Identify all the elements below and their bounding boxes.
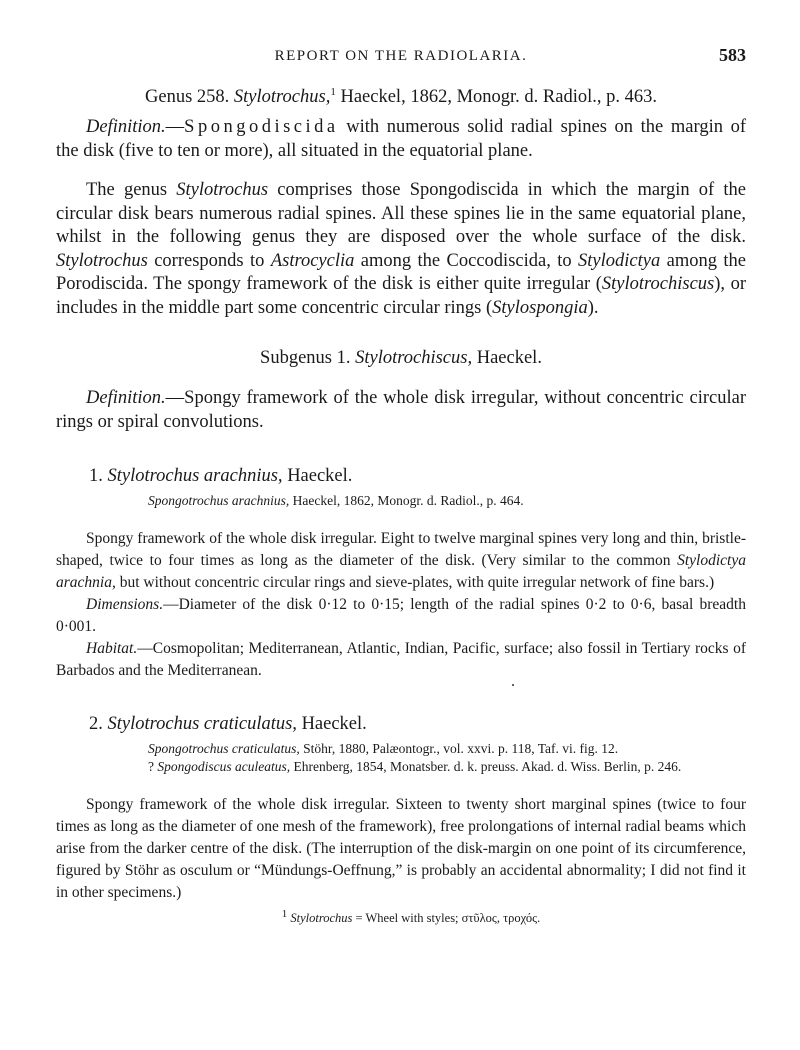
text-run: corresponds to <box>147 250 271 271</box>
italic-run: Stylodictya <box>578 250 661 271</box>
synonym-query: ? <box>148 759 158 775</box>
italic-run: Stylotrochus <box>176 180 269 201</box>
synonym-ref: Ehrenberg, 1854, Monatsber. d. k. preuss. Akad. d. Wiss. Berlin, p. 246. <box>290 759 682 775</box>
species-description-2: Spongy framework of the whole disk irregular. Sixteen to twenty short marginal spines (twice to four times as long as the diameter of one mesh of the framework), free prolongations of internal radial beams which arise from the darker centre of the disk. (The interruption of the disk-margin on one point of its circumference, figured by Stöhr as osculum or “Mündungs-Oeffnung,” is probably an accidental abnormality; I did not find it in other specimens.) <box>56 796 746 902</box>
synonym-ref: Haeckel, 1862, Monogr. d. Radiol., p. 464. <box>289 493 524 509</box>
species-authority: Haeckel. <box>296 714 367 735</box>
genus-name: Stylotrochus, <box>233 87 331 108</box>
definition-text: with numerous solid radial spines on the margin of the disk (five to ten or more), all situated in the equatorial plane. <box>56 117 746 161</box>
text-run: among the Coccodiscida, to <box>354 250 579 271</box>
footnote-number: 1 <box>281 908 288 921</box>
species-name: Stylotrochus arachnius, <box>107 466 283 487</box>
italic-run: Astrocyclia <box>270 250 355 271</box>
running-head <box>56 40 746 68</box>
footnote-ref: 1 <box>330 86 336 98</box>
species-number: 1. <box>89 466 108 487</box>
text-run: Spongy framework of the whole disk irregular. Eight to twelve marginal spines very long and thin, bristle-shaped, twice to four times as long as the diameter of the disk. (Very similar to the common <box>56 530 746 570</box>
synonym-name: Spongodiscus aculeatus, <box>157 759 291 775</box>
subgenus-heading <box>56 348 746 369</box>
synonym-line <box>56 492 746 510</box>
synonym-line <box>56 758 746 776</box>
running-title: REPORT ON THE RADIOLARIA. <box>274 48 528 64</box>
text-run: ), or includes in the middle part some concentric circular rings ( <box>56 274 746 318</box>
species-authority: Haeckel. <box>282 466 353 487</box>
species-heading-2 <box>56 714 746 735</box>
page-number: 583 <box>719 45 746 65</box>
synonym-line <box>56 740 746 758</box>
subgenus-name: Stylotrochiscus, <box>355 348 473 369</box>
text-run: ). <box>587 297 599 318</box>
footnote <box>56 908 746 926</box>
text-run: but without concentric circular rings and sieve-plates, with quite irregular network of fine bars.) <box>115 574 715 592</box>
habitat-line <box>56 638 746 682</box>
dimensions-label: Dimensions. <box>86 596 164 614</box>
genus-prefix: Genus 258. <box>145 87 234 108</box>
definition-dash: — <box>165 117 185 138</box>
definition-spaced-term: Spongodiscida <box>184 117 339 138</box>
genus-authority: Haeckel, 1862, Monogr. d. Radiol., p. 463. <box>335 87 657 108</box>
genus-definition <box>56 116 746 163</box>
italic-run: Stylotrochiscus <box>601 274 715 295</box>
definition-label: Definition. <box>86 388 166 409</box>
synonym-name: Spongotrochus arachnius, <box>148 493 290 509</box>
footnote-term: Stylotrochus <box>290 911 353 926</box>
synonym-name: Spongotrochus craticulatus, <box>148 741 300 757</box>
habitat-text: —Cosmopolitan; Mediterranean, Atlantic, Indian, Pacific, surface; also fossil in Tertiary rocks of Barbados and the Mediterranean. <box>56 640 746 680</box>
text-run: comprises those Spongodiscida in which the margin of the circular disk bears numerous radial spines. All these spines lie in the same equatorial plane, whilst in the following genus they are disposed over the whole surface of the disk. <box>56 180 746 248</box>
italic-run: Stylodictya arachnia, <box>56 552 746 592</box>
footnote-text: = Wheel with styles; στῦλος, τροχός. <box>352 911 541 926</box>
subgenus-authority: Haeckel. <box>472 348 542 369</box>
species-description-1 <box>56 528 746 594</box>
synonym-ref: Stöhr, 1880, Palæontogr., vol. xxvi. p. 118, Taf. vi. fig. 12. <box>299 741 619 757</box>
document-page <box>56 40 746 926</box>
definition-label: Definition. <box>86 117 166 138</box>
habitat-label: Habitat. <box>86 640 138 658</box>
definition-text: —Spongy framework of the whole disk irregular, without concentric circular rings or spiral convolutions. <box>56 388 746 432</box>
species-number: 2. <box>89 714 108 735</box>
species-heading-1 <box>56 466 746 487</box>
subgenus-definition <box>56 387 746 434</box>
text-run: The genus <box>86 180 177 201</box>
subgenus-prefix: Subgenus 1. <box>260 348 356 369</box>
dimensions-line <box>56 594 746 638</box>
italic-run: Stylospongia <box>492 297 588 318</box>
genus-description <box>56 179 746 320</box>
genus-heading <box>56 86 746 108</box>
text-run: among the Porodiscida. The spongy framework of the disk is either quite irregular ( <box>56 250 746 295</box>
species-name: Stylotrochus craticulatus, <box>107 714 297 735</box>
print-speck <box>512 684 514 686</box>
dimensions-text: —Diameter of the disk 0·12 to 0·15; length of the radial spines 0·2 to 0·6, basal breadth 0·001. <box>56 596 746 636</box>
italic-run: Stylotrochus <box>56 250 148 271</box>
